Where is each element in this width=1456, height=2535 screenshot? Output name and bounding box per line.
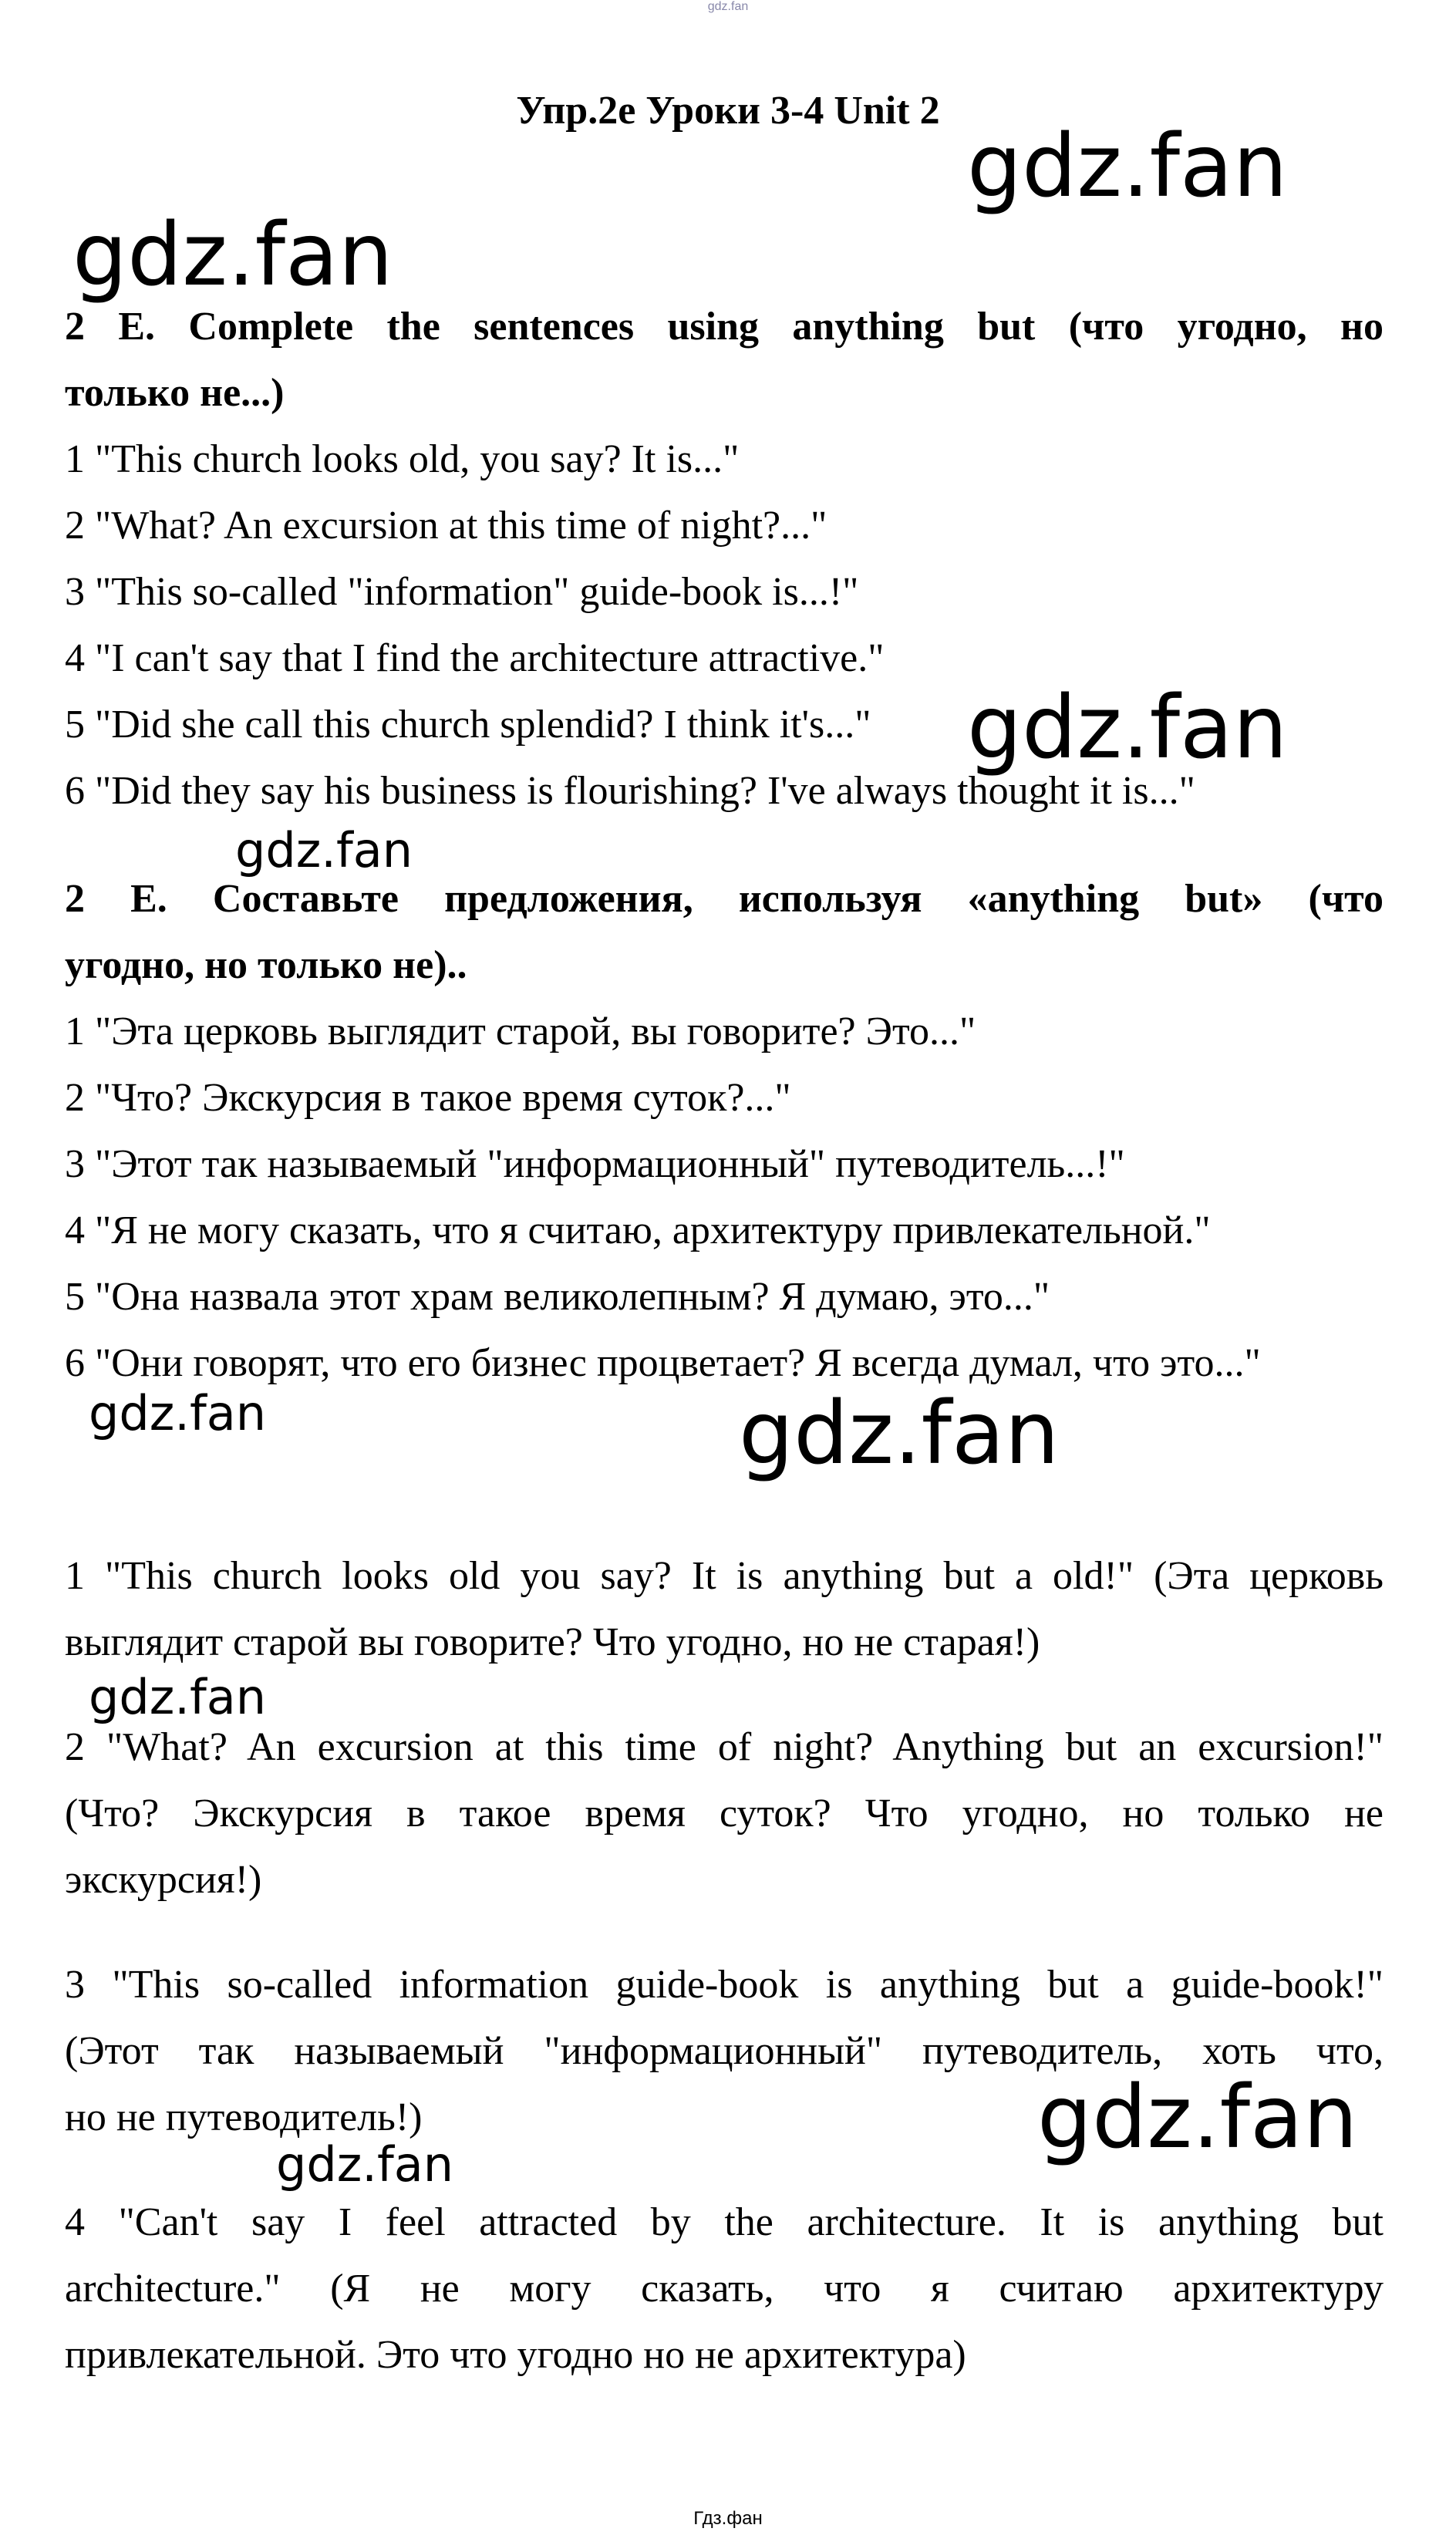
answer-line: экскурсия!) — [65, 1858, 262, 1902]
answer-line: 4 "Can't say I feel attracted by the architecture. It is anything but — [65, 2200, 1384, 2244]
watermark: gdz.fan — [72, 205, 393, 305]
task-ru-item: 3 "Этот так называемый "информационный" путеводитель...!" — [65, 1142, 1125, 1186]
answer-line: но не путеводитель!) — [65, 2095, 423, 2139]
page-footer: Гдз.фан — [693, 2508, 763, 2529]
watermark: gdz.fan — [235, 822, 413, 878]
task-en-item: 6 "Did they say his business is flourishing? I've always thought it is..." — [65, 769, 1195, 813]
watermark: gdz.fan — [967, 678, 1288, 778]
task-ru-heading-cont: угодно, но только не).. — [65, 943, 467, 987]
answer-line: (Что? Экскурсия в такое время суток? Что угодно, но только не — [65, 1792, 1384, 1836]
task-ru-item: 5 "Она назвала этот храм великолепным? Я думаю, это..." — [65, 1275, 1050, 1319]
task-ru-item: 1 "Эта церковь выглядит старой, вы говорите? Это..." — [65, 1010, 976, 1053]
watermark: gdz.fan — [89, 1669, 267, 1725]
watermark: gdz.fan — [276, 2136, 454, 2193]
top-site-mark: gdz.fan — [707, 0, 749, 13]
watermark: gdz.fan — [967, 116, 1288, 217]
answer-line: architecture." (Я не могу сказать, что я считаю архитектуру — [65, 2267, 1384, 2311]
task-ru-heading: 2 E. Составьте предложения, используя «anything but» (что — [65, 877, 1384, 921]
task-en-heading: 2 E. Complete the sentences using anything but (что угодно, но — [65, 305, 1384, 349]
task-ru-item: 6 "Они говорят, что его бизнес процветает? Я всегда думал, что это..." — [65, 1341, 1261, 1385]
task-en-heading-cont: только не...) — [65, 371, 285, 415]
watermark: gdz.fan — [89, 1385, 267, 1441]
answer-line: 3 "This so-called information guide-book is anything but a guide-book!" — [65, 1963, 1384, 2007]
task-en-item: 5 "Did she call this church splendid? I think it's..." — [65, 703, 871, 747]
task-ru-item: 2 "Что? Экскурсия в такое время суток?..." — [65, 1076, 791, 1120]
task-en-item: 2 "What? An excursion at this time of night?..." — [65, 504, 827, 548]
answer-line: привлекательной. Это что угодно но не архитектура) — [65, 2333, 966, 2377]
page-title: Упр.2е Уроки 3-4 Unit 2 — [516, 89, 940, 133]
task-ru-item: 4 "Я не могу сказать, что я считаю, архитектуру привлекательной." — [65, 1209, 1211, 1252]
task-en-item: 1 "This church looks old, you say? It is..." — [65, 437, 740, 481]
watermark: gdz.fan — [1037, 2068, 1358, 2168]
watermark: gdz.fan — [739, 1384, 1060, 1484]
answer-line: 2 "What? An excursion at this time of night? Anything but an excursion!" — [65, 1725, 1384, 1769]
task-en-item: 4 "I can't say that I find the architecture attractive." — [65, 636, 885, 680]
task-en-item: 3 "This so-called "information" guide-book is...!" — [65, 570, 859, 614]
answer-line: 1 "This church looks old you say? It is anything but a old!" (Эта церковь — [65, 1554, 1384, 1598]
answer-line: (Этот так называемый "информационный" путеводитель, хоть что, — [65, 2029, 1384, 2073]
answer-line: выглядит старой вы говорите? Что угодно, но не старая!) — [65, 1620, 1040, 1664]
